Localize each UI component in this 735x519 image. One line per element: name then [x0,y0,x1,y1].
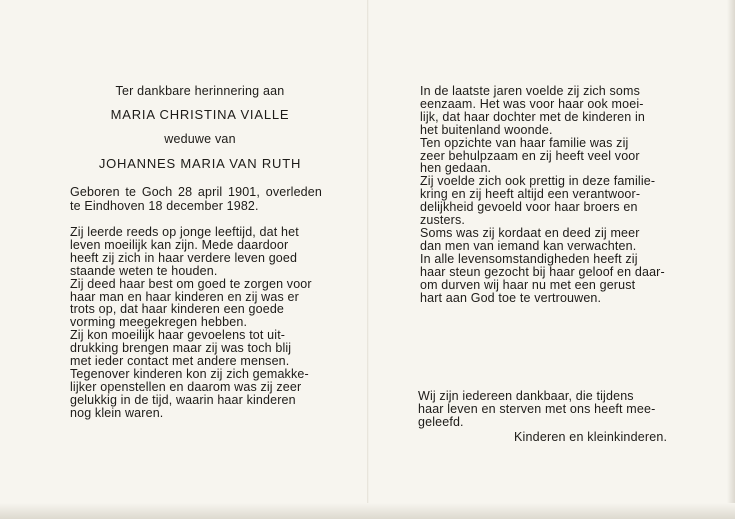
body-line: Zij leerde reeds op jonge leeftijd, dat het [70,225,299,239]
thanks-line: Wij zijn iedereen dankbaar, die tijdens [418,389,634,403]
body-line: staande weten te houden. [70,263,218,278]
body-line: zeer behulpzaam en zij heeft veel voor [420,148,640,163]
card-edge-right [727,0,735,519]
body-line: Zij kon moeilijk haar gevoelens tot uit- [70,328,286,343]
body-line: Zij voelde zich ook prettig in deze familie- [420,174,656,189]
body-line: haar man en haar kinderen en zij was er [70,289,299,304]
body-line: leven moeilijk kan zijn. Mede daardoor [70,237,289,252]
body-line: vorming meegekregen hebben. [70,315,248,330]
relation-line: weduwe van [164,132,236,146]
body-line: dan men van iemand kan verwachten. [420,238,637,253]
right-body-text [420,85,700,304]
dedication-line: Ter dankbare herinnering aan [115,84,285,98]
body-line: het buitenland woonde. [420,122,553,137]
body-line: delijkheid gevoeld voor haar broers en [420,200,638,215]
card-fold [367,0,369,519]
left-body-text [70,226,322,420]
body-line: Ten opzichte van haar familie was zij [420,135,629,150]
body-line: drukking brengen maar zij was toch blij [70,341,292,356]
body-line: In alle levensomstandigheden heeft zij [420,251,638,266]
body-line: In de laatste jaren voelde zij zich soms [420,84,640,98]
thanks-line: haar leven en sterven met ons heeft mee- [418,401,656,416]
body-line: zusters. [420,213,465,228]
body-line: met ieder contact met andere mensen. [70,354,290,369]
body-line: nog klein waren. [70,405,164,420]
deceased-name: MARIA CHRISTINA VIALLE [110,107,290,122]
body-line: lijk, dat haar dochter met de kinderen in [420,109,646,124]
card-edge-bottom [0,503,735,519]
body-line: lijker openstellen en daarom was zij zeer [70,379,302,394]
body-line: Tegenover kinderen kon zij zich gemakke- [70,366,309,381]
body-line: hart aan God toe te vertrouwen. [420,290,602,305]
body-line: Soms was zij kordaat en deed zij meer [420,225,640,240]
body-line: om durven wij haar nu met een gerust [420,277,636,292]
birth-death-text: Geboren te Goch 28 april 1901, overleden te Eindhoven 18 december 1982. [70,185,322,213]
body-line: Zij deed haar best om goed te zorgen voor [70,276,312,291]
body-line: haar steun gezocht bij haar geloof en daar- [420,264,665,279]
body-line: eenzaam. Het was voor haar ook moei- [420,96,644,111]
body-line: gelukkig in de tijd, waarin haar kinderen [70,392,296,407]
body-line: heeft zij zich in haar verdere leven goed [70,250,298,265]
body-line: trots op, dat haar kinderen een goede [70,302,285,317]
body-line: kring en zij heeft altijd een verantwoor- [420,187,641,202]
spouse-name: JOHANNES MARIA VAN RUTH [98,156,302,171]
body-line: hen gedaan. [420,161,492,176]
thanks-text [418,390,700,429]
signature-line: Kinderen en kleinkinderen. [514,430,668,444]
thanks-line: geleefd. [418,414,464,429]
